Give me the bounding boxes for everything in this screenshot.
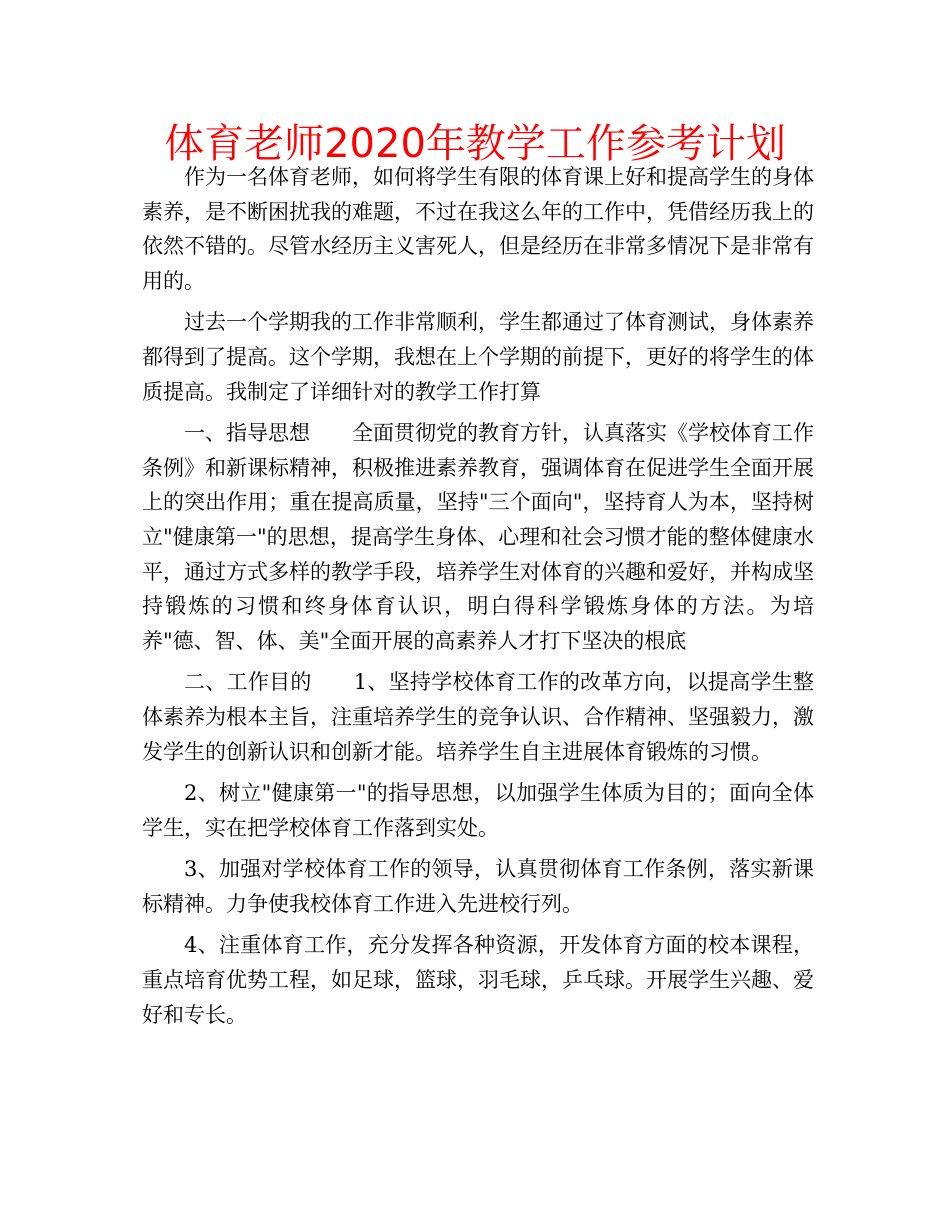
paragraph-text: 4、注重体育工作，充分发挥各种资源，开发体育方面的校本课程，重点培育优势工程，如足球，篮球，羽毛球，乒乓球。开展学生兴趣、爱好和专长。 [142,933,814,1027]
paragraph-text: 3、加强对学校体育工作的领导，认真贯彻体育工作条例，落实新课标精神。力争使我校体育工作进入先进校行列。 [142,857,814,916]
paragraph-goal-4 [142,928,814,1032]
document-title: 体育老师2020年教学工作参考计划 [164,121,786,167]
paragraph-text: 2、树立"健康第一"的指导思想，以加强学生体质为目的；面向全体学生，实在把学校体育工作落到实处。 [142,781,814,840]
section-heading-work-goals: 二、工作目的 [184,670,312,695]
paragraph-goal-3 [142,852,814,921]
section-heading-guiding-ideology: 一、指导思想 [184,421,310,446]
paragraph-text: 作为一名体育老师，如何将学生有限的体育课上好和提高学生的身体素养，是不断困扰我的难题，不过在我这么年的工作中，凭借经历我上的依然不错的。尽管水经历主义害死人，但是经历在非常多情况下是非常有用的。 [142,165,814,293]
paragraph-intro [142,160,814,298]
paragraph-last-semester [142,305,814,409]
paragraph-text: 全面贯彻党的教育方针，认真落实《学校体育工作条例》和新课标精神，积极推进素养教育，强调体育在促进学生全面开展上的突出作用；重在提高质量，坚持"三个面向"，坚持育人为本，坚持树立"健康第一"的思想，提高学生身体、心理和社会习惯才能的整体健康水平，通过方式多样的教学手段，培养学生对体育的兴趣和爱好，并构成坚持锻炼的习惯和终身体育认识，明白得科学锻炼身体的方法。为培养"德、智、体、美"全面开展的高素养人才打下坚决的根底 [142,421,814,653]
paragraph-goal-2 [142,776,814,845]
paragraph-guiding-ideology [142,416,814,658]
paragraph-work-goals [142,665,814,769]
paragraph-text: 1、坚持学校体育工作的改革方向，以提高学生整体素养为根本主旨，注重培养学生的竞争认识、合作精神、坚强毅力，激发学生的创新认识和创新才能。培养学生自主进展体育锻炼的习惯。 [142,670,815,764]
document-body [142,160,814,1032]
paragraph-text: 过去一个学期我的工作非常顺利，学生都通过了体育测试，身体素养都得到了提高。这个学期，我想在上个学期的前提下，更好的将学生的体质提高。我制定了详细针对的教学工作打算 [142,310,814,404]
